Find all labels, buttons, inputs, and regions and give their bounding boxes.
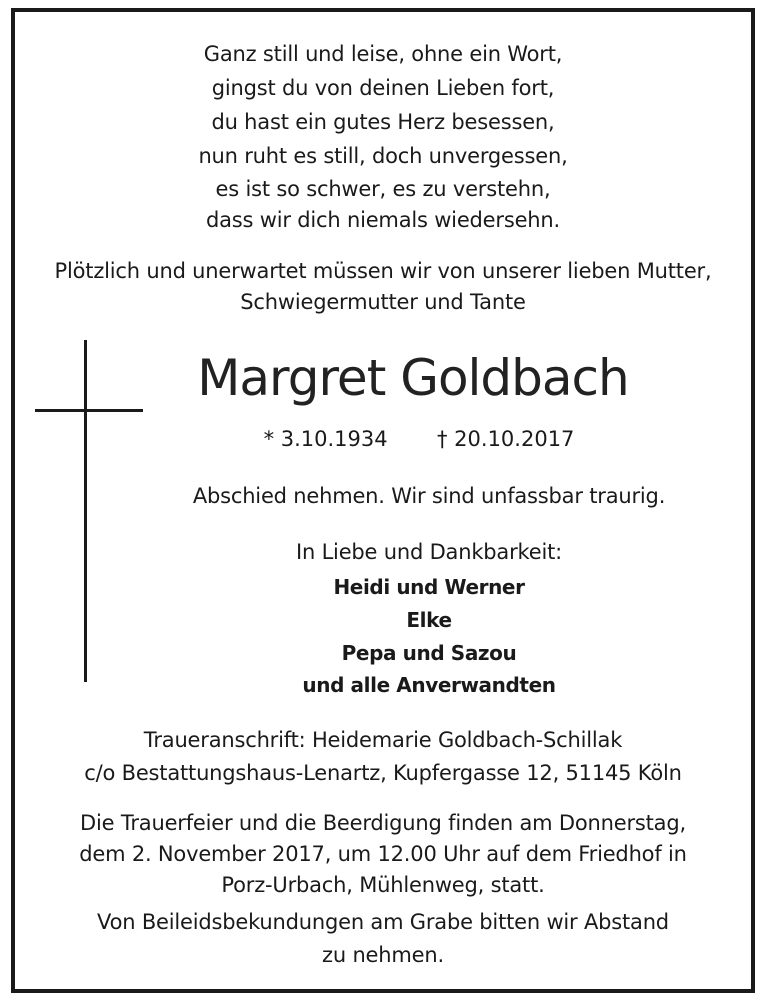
- funeral-line-1: Die Trauerfeier und die Beerdigung finden am Donnerstag,: [80, 811, 686, 835]
- cross-icon-horizontal: [35, 409, 143, 412]
- poem-line-3: du hast ein gutes Herz besessen,: [211, 110, 555, 134]
- mourner-name: Elke: [406, 608, 452, 632]
- condolence-line-1: Von Beileidsbekundungen am Grabe bitten wir Abstand: [97, 910, 669, 934]
- mourner-name: Heidi und Werner: [333, 575, 525, 599]
- birth-date: * 3.10.1934: [263, 427, 388, 451]
- intro-line-2: Schwiegermutter und Tante: [240, 290, 526, 314]
- mourners-intro: In Liebe und Dankbarkeit:: [295, 540, 562, 564]
- death-date: † 20.10.2017: [437, 427, 575, 451]
- deceased-name: Margret Goldbach: [197, 349, 629, 407]
- poem-line-4: nun ruht es still, doch unvergessen,: [198, 144, 568, 168]
- address-line-2: c/o Bestattungshaus-Lenartz, Kupfergasse 12, 51145 Köln: [84, 761, 682, 785]
- address-line-1: Traueranschrift: Heidemarie Goldbach-Schillak: [143, 728, 623, 752]
- poem-line-5: es ist so schwer, es zu verstehn,: [215, 177, 551, 201]
- poem-line-1: Ganz still und leise, ohne ein Wort,: [203, 42, 563, 66]
- mourner-name: Pepa und Sazou: [341, 641, 517, 665]
- condolence-line-2: zu nehmen.: [322, 943, 444, 967]
- poem-line-2: gingst du von deinen Lieben fort,: [211, 76, 555, 100]
- funeral-line-3: Porz-Urbach, Mühlenweg, statt.: [221, 873, 545, 897]
- funeral-line-2: dem 2. November 2017, um 12.00 Uhr auf dem Friedhof in: [79, 842, 687, 866]
- farewell-line: Abschied nehmen. Wir sind unfassbar traurig.: [192, 484, 666, 508]
- intro-line-1: Plötzlich und unerwartet müssen wir von unserer lieben Mutter,: [54, 259, 712, 283]
- poem-line-6: dass wir dich niemals wiedersehn.: [206, 208, 560, 232]
- life-dates: [36, 423, 766, 455]
- mourner-name: und alle Anverwandten: [302, 673, 556, 697]
